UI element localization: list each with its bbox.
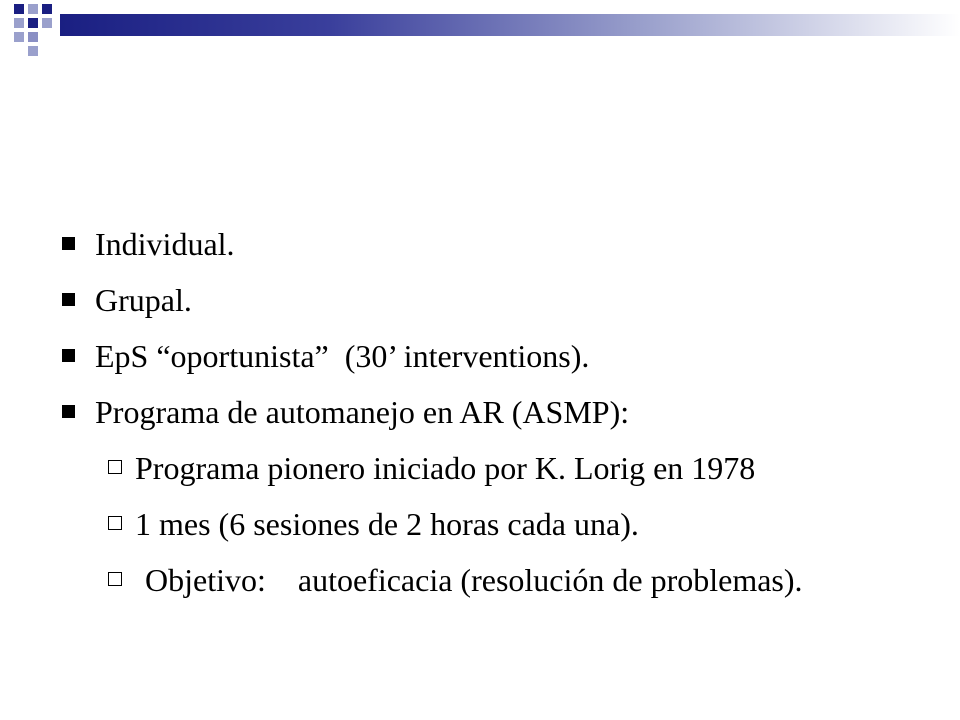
bullet-text: Individual.	[95, 226, 235, 262]
sub-bullet-text: Programa pionero iniciado por K. Lorig en 1978	[135, 450, 756, 486]
deco-square	[14, 4, 24, 14]
list-item	[60, 328, 940, 384]
deco-square	[28, 18, 38, 28]
sub-list-item	[60, 552, 940, 608]
hollow-square-bullet-icon	[108, 572, 122, 586]
objective-label: Objetivo:	[145, 562, 266, 598]
bullet-text: EpS “oportunista” (30’ interventions).	[95, 338, 590, 374]
deco-square	[42, 18, 52, 28]
header-decoration	[0, 0, 960, 60]
filled-square-bullet-icon	[62, 349, 75, 362]
sub-bullet-text: 1 mes (6 sesiones de 2 horas cada una).	[135, 506, 639, 542]
deco-square	[28, 4, 38, 14]
deco-square	[14, 32, 24, 42]
header-gradient-bar	[60, 14, 960, 36]
list-item	[60, 272, 940, 328]
objective-value: autoeficacia (resolución de problemas).	[297, 562, 803, 598]
sub-list-item	[60, 440, 940, 496]
list-item	[60, 384, 940, 440]
filled-square-bullet-icon	[62, 293, 75, 306]
filled-square-bullet-icon	[62, 237, 75, 250]
filled-square-bullet-icon	[62, 405, 75, 418]
deco-square	[28, 46, 38, 56]
sub-list-item	[60, 496, 940, 552]
bullet-list	[60, 216, 940, 608]
list-item	[60, 216, 940, 272]
deco-square	[14, 18, 24, 28]
bullet-text: Grupal.	[95, 282, 192, 318]
bullet-text: Programa de automanejo en AR (ASMP):	[95, 394, 630, 430]
hollow-square-bullet-icon	[108, 460, 122, 474]
deco-square	[28, 32, 38, 42]
hollow-square-bullet-icon	[108, 516, 122, 530]
deco-square	[42, 4, 52, 14]
